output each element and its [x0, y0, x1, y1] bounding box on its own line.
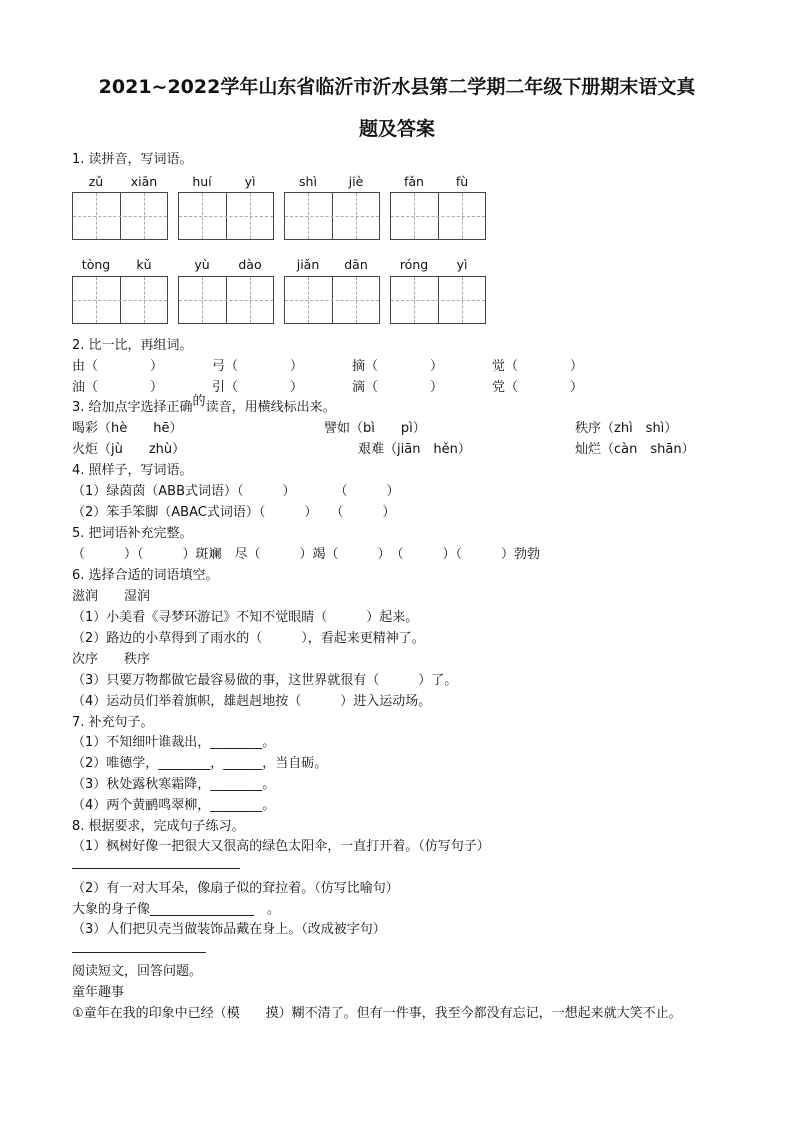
pinyin-syllable: jiǎn	[296, 257, 320, 272]
q8-item2-line: 大象的身子像________________ 。	[72, 902, 281, 917]
q4-item1: （1）绿茵茵（ABB式词语）（ ） （ ）	[72, 484, 400, 499]
pinyin-syllable: dào	[238, 257, 262, 272]
q6-words1: 滋润 湿润	[72, 589, 151, 604]
compare-word-item: 弓（ ）	[212, 359, 304, 374]
pinyin-syllable: yù	[194, 257, 210, 272]
q3-heading	[72, 396, 336, 415]
writing-grid[interactable]	[390, 276, 486, 324]
q1-heading: 1. 读拼音，写词语。	[72, 152, 193, 167]
q8-item2: （2）有一对大耳朵，像扇子似的耷拉着。（仿写比喻句）	[72, 881, 399, 896]
q8-answer-line-1	[72, 868, 240, 869]
writing-grid[interactable]	[178, 192, 274, 240]
doc-title-line2: 题及答案	[358, 118, 435, 140]
pinyin-syllable: jiè	[348, 174, 364, 189]
q7-item4: （4）两个黄鹂鸣翠柳，________。	[72, 798, 276, 813]
q6-heading: 6. 选择合适的词语填空。	[72, 568, 219, 583]
writing-grid[interactable]	[284, 276, 380, 324]
pinyin-syllable: kǔ	[136, 257, 152, 272]
q6-item2: （2）路边的小草得到了雨水的（ ），看起来更精神了。	[72, 631, 425, 646]
q3-heading-b: 的	[192, 394, 206, 409]
compare-word-item: 滴（ ）	[352, 380, 444, 395]
q8-item3: （3）人们把贝壳当做装饰品戴在身上。（改成被字句）	[72, 922, 386, 937]
q7-item2: （2）唯德学，________，______，当自砺。	[72, 756, 328, 771]
pinyin-syllable: fù	[455, 174, 469, 189]
pinyin-syllable: zǔ	[88, 174, 104, 189]
reading-story-title: 童年趣事	[72, 985, 125, 1000]
doc-title-line1: 2021~2022学年山东省临沂市沂水县第二学期二年级下册期末语文真	[98, 76, 696, 98]
pinyin-syllable: róng	[399, 257, 429, 272]
compare-word-item: 引（ ）	[212, 380, 304, 395]
q5-line: （ ）（ ）斑斓 尽（ ）竭（ ） （ ）（ ）勃勃	[72, 547, 541, 562]
q3-r2a: 火炬（jù zhù）	[72, 442, 186, 457]
q6-item3: （3）只要万物都做它最容易做的事，这世界就很有（ ）了。	[72, 673, 458, 688]
writing-grid[interactable]	[178, 276, 274, 324]
q4-item2: （2）笨手笨脚（ABAC式词语）（ ） （ ）	[72, 505, 396, 520]
compare-word-item: 由（ ）	[72, 359, 164, 374]
q3-r2c: 灿烂（càn shān）	[575, 442, 695, 457]
compare-word-item: 觉（ ）	[492, 359, 584, 374]
q6-item4: （4）运动员们举着旗帜，雄赳赳地按（ ）进入运动场。	[72, 694, 432, 709]
reading-intro: 阅读短文，回答问题。	[72, 964, 203, 979]
q8-item1: （1）枫树好像一把很大又很高的绿色太阳伞，一直打开着。（仿写句子）	[72, 839, 490, 854]
compare-word-item: 油（ ）	[72, 380, 164, 395]
q3-r2b: 艰难（jiān hěn）	[358, 442, 471, 457]
reading-para1: ①童年在我的印象中已经（模 摸）糊不清了。但有一件事，我至今都没有忘记，一想起来就大笑不止。	[72, 1006, 682, 1021]
q3-heading-c: 读音，用横线标出来。	[205, 400, 336, 415]
q8-heading: 8. 根据要求，完成句子练习。	[72, 819, 245, 834]
q2-heading: 2. 比一比，再组词。	[72, 338, 193, 353]
q6-item1: （1）小美看《寻梦环游记》不知不觉眼睛（ ）起来。	[72, 610, 419, 625]
pinyin-syllable: fǎn	[404, 174, 424, 189]
pinyin-syllable: dān	[344, 257, 368, 272]
q6-words2: 次序 秩序	[72, 652, 151, 667]
writing-grid[interactable]	[284, 192, 380, 240]
q7-heading: 7. 补充句子。	[72, 715, 154, 730]
q3-r1c: 秩序（zhì shì）	[575, 421, 678, 436]
writing-grid[interactable]	[72, 276, 168, 324]
q5-heading: 5. 把词语补充完整。	[72, 526, 193, 541]
compare-word-item: 摘（ ）	[352, 359, 444, 374]
pinyin-syllable: huí	[192, 174, 212, 189]
q3-heading-a: 3. 给加点字选择正确	[72, 400, 193, 415]
pinyin-syllable: yì	[244, 174, 256, 189]
pinyin-syllable: tòng	[81, 257, 111, 272]
compare-word-item: 党（ ）	[492, 380, 584, 395]
pinyin-syllable: yì	[456, 257, 468, 272]
q7-item3: （3）秋处露秋寒霜降，________。	[72, 777, 276, 792]
q3-r1a: 喝彩（hè hē）	[72, 421, 183, 436]
writing-grid[interactable]	[72, 192, 168, 240]
q3-r1b: 譬如（bì pì）	[324, 421, 426, 436]
writing-grid[interactable]	[390, 192, 486, 240]
pinyin-syllable: shì	[299, 174, 317, 189]
q7-item1: （1）不知细叶谁裁出，________。	[72, 735, 276, 750]
q4-heading: 4. 照样子，写词语。	[72, 463, 193, 478]
q8-answer-line-3	[72, 952, 206, 953]
pinyin-syllable: xiān	[130, 174, 158, 189]
